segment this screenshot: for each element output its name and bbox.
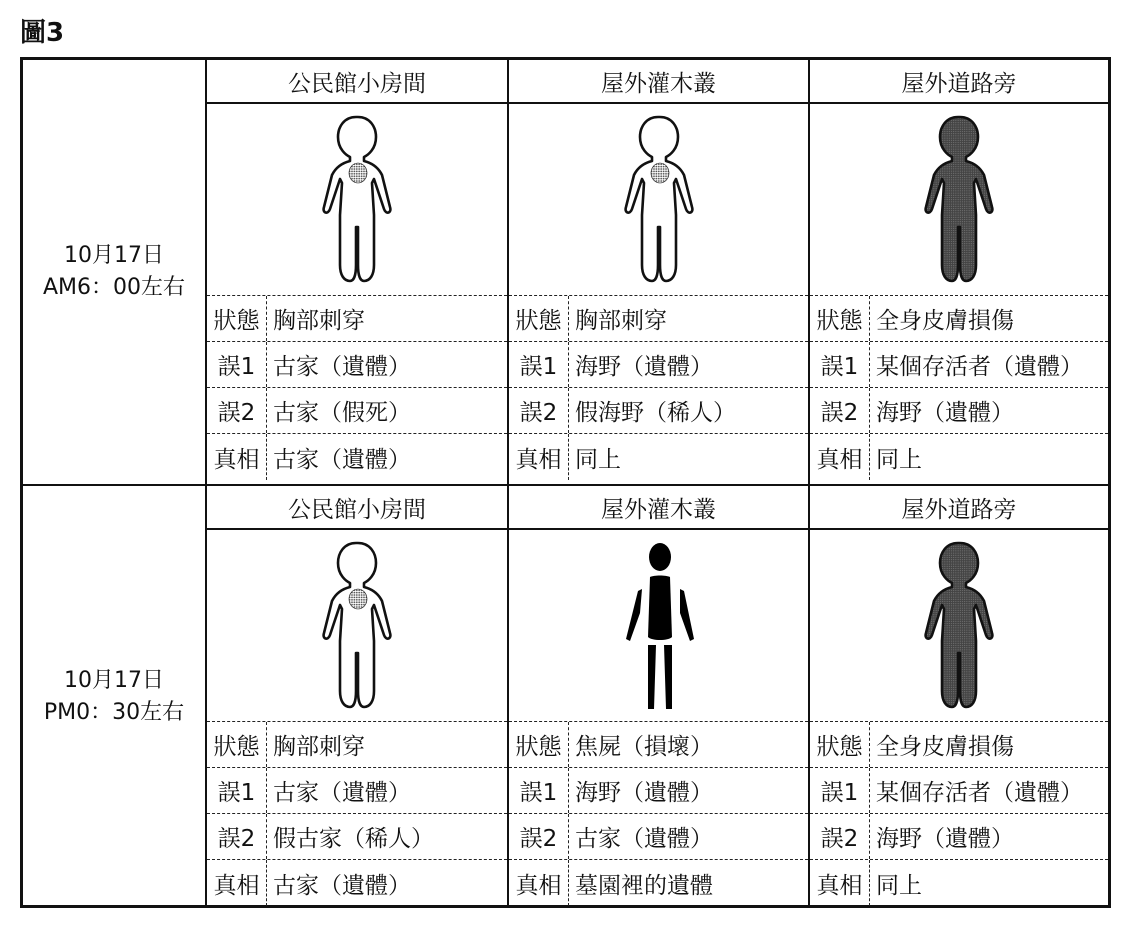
column-outdoor-shrubs [509,60,810,484]
row-key: 狀態 [207,722,267,767]
row-key: 真相 [509,434,569,480]
row-key: 誤2 [810,814,870,859]
table-row [509,296,808,342]
row-key: 狀態 [509,296,569,341]
outline-figure-chest-wound-icon [624,115,694,285]
figure-cell [207,104,507,296]
row-key: 誤2 [509,814,569,859]
table-row [810,434,1108,480]
row-key: 誤2 [207,814,267,859]
row-value: 全身皮膚損傷 [876,734,1014,760]
row-value: 古家（遺體） [575,826,713,852]
table-row [207,342,507,388]
row-key: 真相 [810,434,870,480]
location-header: 屋外道路旁 [810,60,1108,104]
table-row [810,768,1108,814]
row-value: 古家（遺體） [273,446,411,473]
table-row [509,722,808,768]
time-clock: AM6：00左右 [42,275,186,300]
row-value: 胸部刺穿 [273,734,365,760]
location-header: 公民館小房間 [207,486,507,530]
table-row [509,768,808,814]
row-key: 真相 [207,860,267,906]
comparison-table [20,57,1111,908]
row-value: 古家（遺體） [273,780,411,806]
table-row [810,722,1108,768]
row-value: 古家（假死） [273,400,411,426]
row-value: 海野（遺體） [575,780,713,806]
table-row [207,388,507,434]
row-key: 真相 [509,860,569,906]
black-fragmented-figure-icon [614,541,704,711]
row-key: 誤1 [207,342,267,387]
row-key: 誤1 [810,342,870,387]
figure-cell [810,104,1108,296]
table-row [810,860,1108,906]
shaded-figure-icon [924,115,994,285]
table-row [810,296,1108,342]
row-key: 誤1 [509,768,569,813]
row-value: 古家（遺體） [273,872,411,899]
figure-cell [509,530,808,722]
column-roadside [810,486,1108,907]
figure-cell [810,530,1108,722]
table-row [810,814,1108,860]
location-header: 屋外灌木叢 [509,486,808,530]
table-row [207,860,507,906]
row-value: 墓園裡的遺體 [575,872,713,899]
row-value: 海野（遺體） [876,826,1014,852]
row-value: 焦屍（損壞） [575,734,713,760]
table-row [509,860,808,906]
row-value: 某個存活者（遺體） [876,354,1083,380]
row-value: 同上 [575,446,621,473]
time-date: 10月17日 [64,243,164,268]
table-row [509,342,808,388]
row-key: 誤2 [509,388,569,433]
figure-cell [207,530,507,722]
row-key: 誤2 [207,388,267,433]
time-cell [23,60,207,484]
column-community-room [207,486,509,907]
row-value: 假古家（稀人） [273,826,434,852]
column-community-room [207,60,509,484]
time-clock: PM0：30左右 [43,699,185,725]
row-value: 假海野（稀人） [575,400,736,426]
column-outdoor-shrubs [509,486,810,907]
shaded-figure-icon [924,541,994,711]
location-header: 屋外灌木叢 [509,60,808,104]
row-key: 狀態 [810,722,870,767]
row-key: 狀態 [810,296,870,341]
time-block-am [23,60,1108,484]
table-row [810,388,1108,434]
row-value: 某個存活者（遺體） [876,780,1083,806]
row-key: 真相 [207,434,267,480]
row-key: 誤1 [207,768,267,813]
row-value: 全身皮膚損傷 [876,308,1014,334]
table-row [810,342,1108,388]
row-key: 誤1 [810,768,870,813]
table-row [207,768,507,814]
table-row [509,434,808,480]
column-roadside [810,60,1108,484]
time-cell [23,486,207,907]
table-row [509,814,808,860]
row-key: 真相 [810,860,870,906]
row-key: 狀態 [509,722,569,767]
table-row [207,434,507,480]
time-block-pm [23,484,1108,907]
table-row [509,388,808,434]
row-key: 狀態 [207,296,267,341]
row-value: 同上 [876,446,922,473]
figure-label: 圖3 [20,18,65,48]
row-value: 古家（遺體） [273,354,411,380]
row-value: 海野（遺體） [876,400,1014,426]
row-value: 同上 [876,872,922,899]
table-row [207,296,507,342]
row-value: 胸部刺穿 [575,308,667,334]
outline-figure-chest-wound-icon [322,115,392,285]
table-row [207,814,507,860]
row-value: 海野（遺體） [575,354,713,380]
location-header: 屋外道路旁 [810,486,1108,530]
time-date: 10月17日 [64,667,164,693]
row-key: 誤1 [509,342,569,387]
row-key: 誤2 [810,388,870,433]
outline-figure-chest-wound-icon [322,541,392,711]
location-header: 公民館小房間 [207,60,507,104]
figure-cell [509,104,808,296]
table-row [207,722,507,768]
row-value: 胸部刺穿 [273,308,365,334]
